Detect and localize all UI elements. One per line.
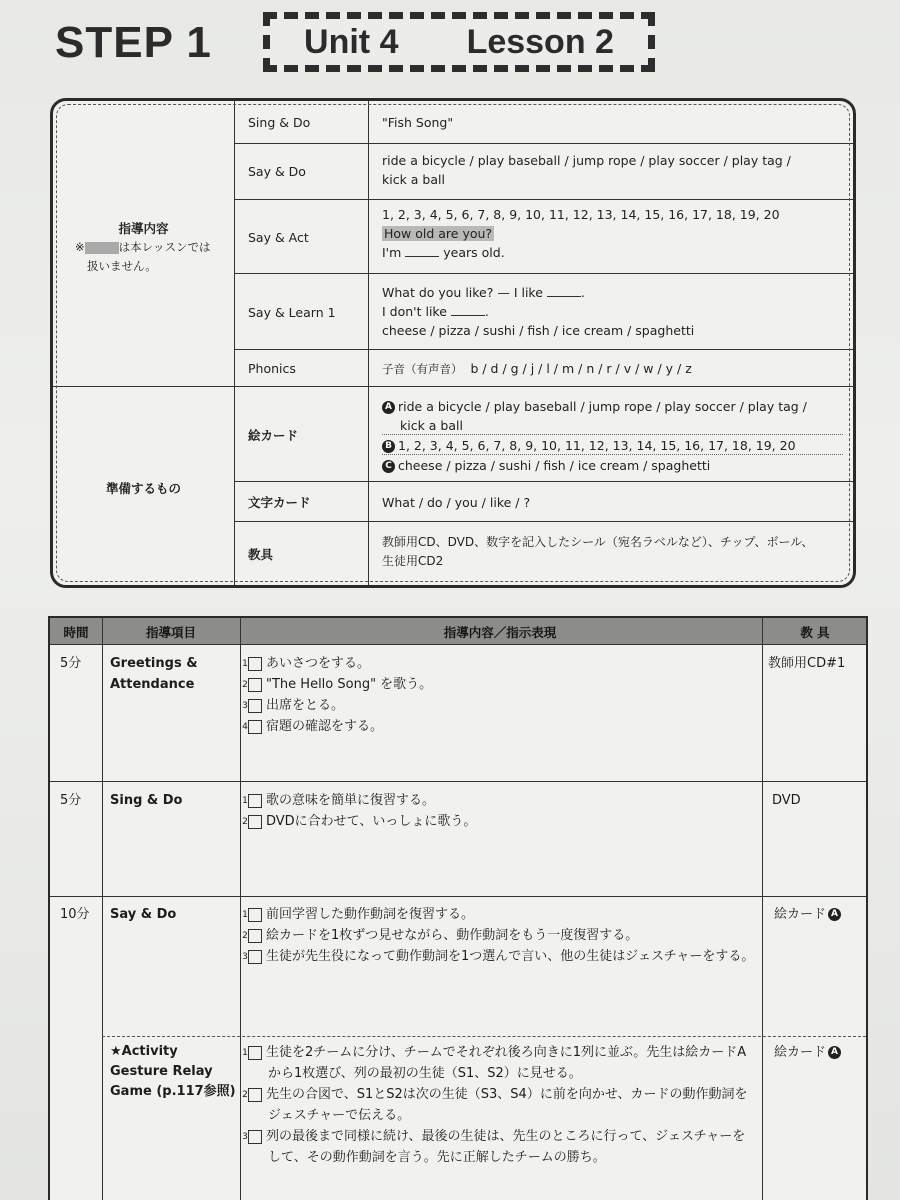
row1-item: Greetings & Attendance	[110, 656, 198, 692]
blank-line	[451, 302, 485, 316]
lesson-overview-box	[50, 98, 856, 588]
row3-steps: 1 前回学習した動作動詞を復習する。 2 絵カードを1枚ずつ見せながら、動作動詞をもう一度復習する。 3 生徒が先生役になって動作動詞を1つ選んで言い、他の生徒はジェスチャーをする。	[242, 907, 755, 964]
row-label-word-cards: 文字カード	[248, 495, 311, 510]
table-header	[50, 618, 866, 645]
row3-materials: 絵カード A	[774, 904, 844, 925]
step-title: STEP 1	[55, 18, 212, 67]
lesson-plan-table	[48, 616, 868, 1200]
circled-c-mark: C	[382, 460, 395, 473]
row-content-picture-cards: A ride a bicycle / play baseball / jump rope / play soccer / play tag / kick a ball B 1, 2, 3, 4, 5, 6, 7, 8, 9, 10, 11, 12, 13, 14, 15, 16, 17, 18, 19, 20 C cheese / pizza / sushi / fish / ice cream / spaghetti	[382, 397, 807, 475]
row-content-say-act: 1, 2, 3, 4, 5, 6, 7, 8, 9, 10, 11, 12, 13, 14, 15, 16, 17, 18, 19, 20 How old are you? I'm years old.	[382, 207, 780, 260]
row-content-phonics: 子音（有声音） b / d / g / j / l / m / n / r / v / w / y / z	[382, 361, 692, 376]
unit-lesson-box	[263, 12, 655, 72]
section-teaching-content-label: 指導内容	[118, 221, 169, 236]
circled-a-mark: A	[828, 908, 841, 921]
row-content-say-learn: What do you like? — I like . I don't like . cheese / pizza / sushi / fish / ice cream / spaghetti	[382, 285, 695, 338]
row2-steps: 1 歌の意味を簡単に復習する。 2 DVDに合わせて、いっしょに歌う。	[242, 793, 477, 829]
header-time: 時間	[63, 625, 89, 640]
row3-item: Say & Do	[110, 907, 177, 922]
row-label-phonics: Phonics	[248, 361, 296, 376]
section-note: ※ は本レッスンでは 扱いません。	[75, 240, 211, 273]
row-label-materials: 教具	[248, 547, 274, 562]
row2-materials: DVD	[772, 793, 801, 808]
row4-item: ★Activity Gesture Relay Game (p.117参照)	[110, 1044, 236, 1099]
row4-steps: 1 生徒を2チームに分け、チームでそれぞれ後ろ向きに1列に並ぶ。先生は絵カードAから1枚選び、列の最初の生徒（S1、S2）に見せる。 2 先生の合図で、S1とS2は次の生徒（S3、S4）に前を向かせ、カードの動作動詞をジェスチャーで伝える。 3 列の最後まで同様に続け、最後の生徒は、先生のところに行って、ジェスチャーをして、その動作動詞を言う。先に正解したチームの勝ち。	[242, 1045, 748, 1165]
circled-a-mark: A	[382, 401, 395, 414]
row2-time: 5分	[60, 793, 82, 808]
row3-time: 10分	[60, 907, 90, 922]
section-materials-label: 準備するもの	[105, 481, 181, 496]
highlighted-phrase: How old are you?	[384, 226, 493, 241]
row1-time: 5分	[60, 656, 82, 671]
row2-item: Sing & Do	[110, 793, 183, 808]
row-label-sing-do: Sing & Do	[248, 115, 311, 130]
lesson-label: Lesson 2	[466, 22, 614, 61]
header-item: 指導項目	[145, 625, 196, 640]
blank-line	[547, 283, 581, 297]
circled-a-mark: A	[828, 1046, 841, 1059]
header-materials: 教 具	[800, 625, 830, 640]
grey-highlight-swatch	[85, 242, 119, 254]
row-label-say-act: Say & Act	[248, 230, 309, 245]
row1-materials: 教師用CD#1	[768, 656, 846, 671]
row-label-say-learn: Say & Learn 1	[248, 305, 336, 320]
blank-line	[405, 243, 439, 257]
circled-b-mark: B	[382, 440, 395, 453]
row-label-picture-cards: 絵カード	[248, 428, 299, 443]
row-content-sing-do: "Fish Song"	[382, 115, 454, 130]
row4-materials: 絵カード A	[774, 1042, 844, 1063]
row-label-say-do: Say & Do	[248, 164, 306, 179]
row-content-materials: 教師用CD、DVD、数字を記入したシール（宛名ラベルなど）、チップ、ボール、 生徒用CD2	[382, 535, 814, 568]
row-content-word-cards: What / do / you / like / ?	[382, 495, 531, 510]
row-content-say-do: ride a bicycle / play baseball / jump rope / play soccer / play tag / kick a ball	[382, 153, 791, 187]
row1-steps: 1 あいさつをする。 2 "The Hello Song" を歌う。 3 出席をとる。 4 宿題の確認をする。	[242, 656, 433, 734]
header-content: 指導内容／指示表現	[443, 625, 557, 640]
unit-label: Unit 4	[304, 22, 399, 61]
